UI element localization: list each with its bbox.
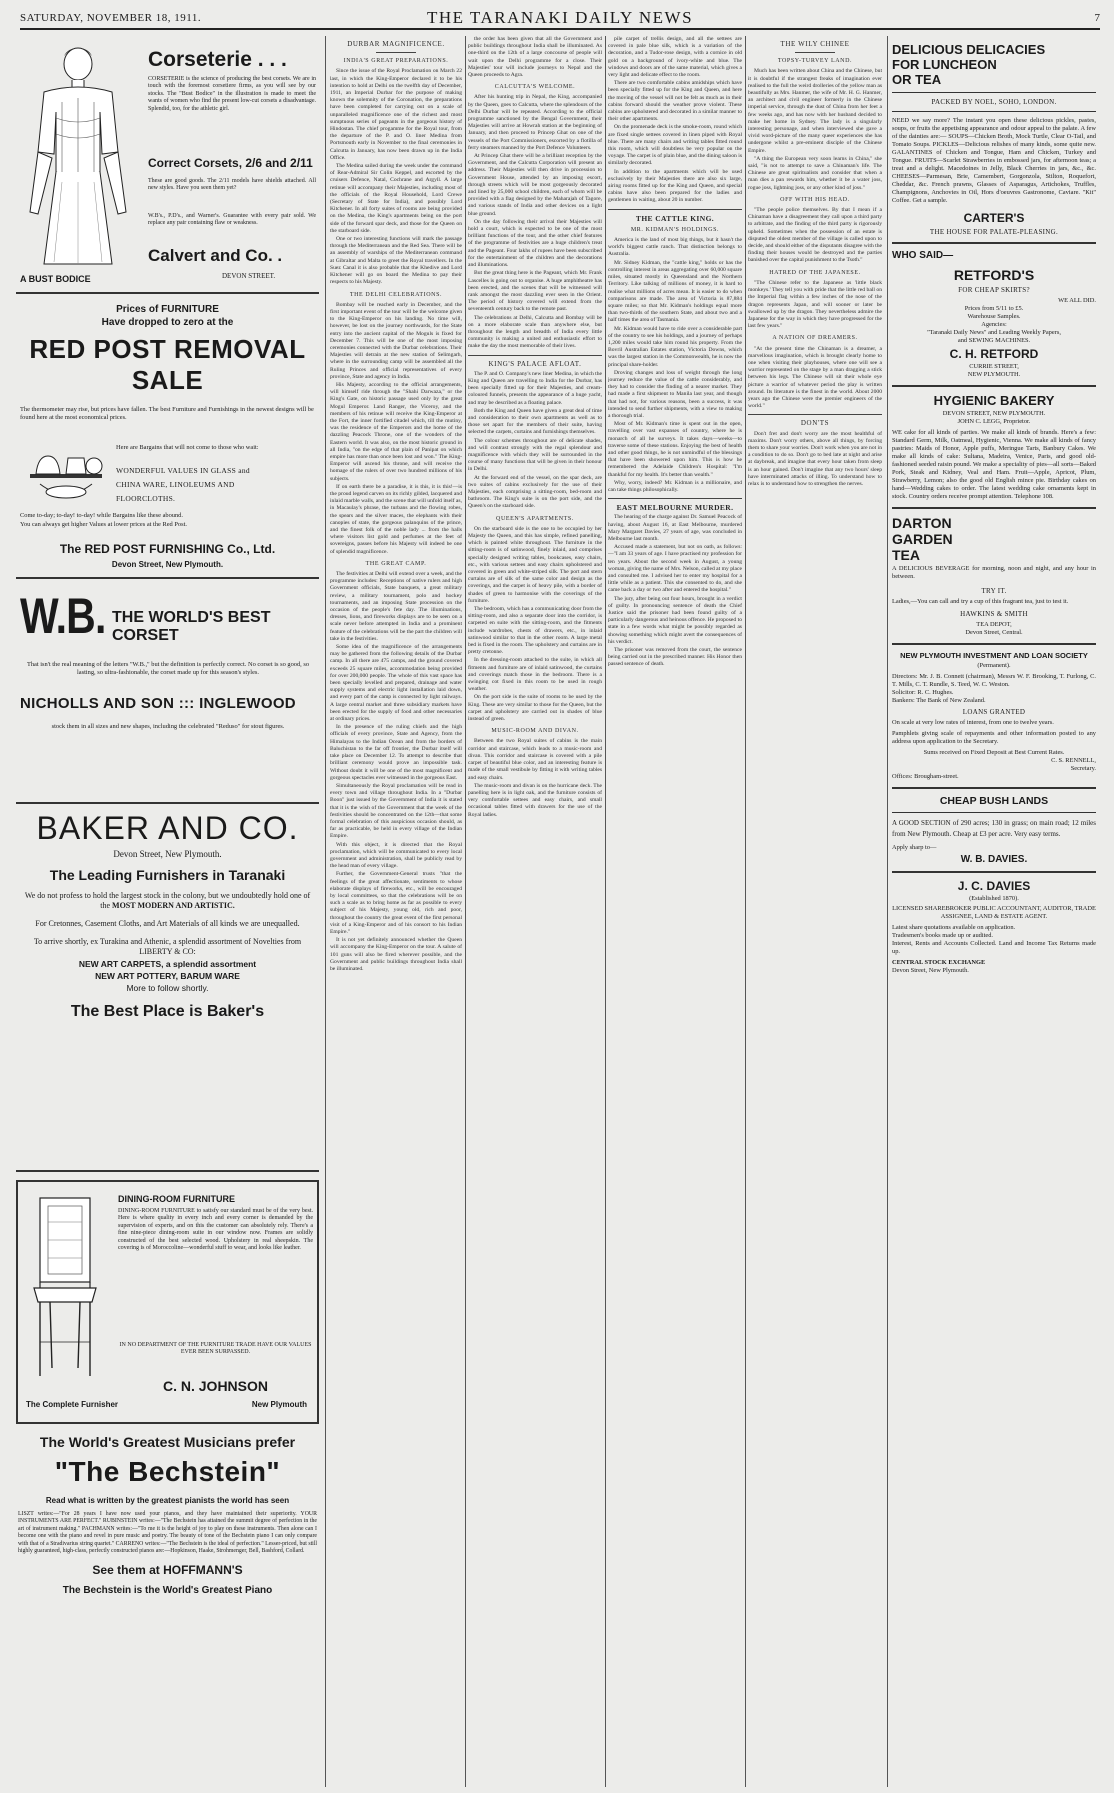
china-para: "The people police themselves. By that I mean if a Chinaman have a disagreement they call upon a third party to arbitrate, and the finding of the third party is rigorously upheld. Sometimes when the possession of an estate is disputed the oldest member of the village is called upon to decide, and should either of the disputants disagree with the finding their houses would be destroyed and the parties banished over the capital punishment to the Tsoth." xyxy=(748,207,882,264)
divider xyxy=(892,507,1096,509)
hygienic-address: DEVON STREET, NEW PLYMOUTH. xyxy=(942,410,1046,417)
dining-room-text: DINING-ROOM FURNITURE to satisfy our standard must be of the very best. Here is where quality in every inch and every corner is demanded by the supervision of experts, and on this the customer can absolutely rely. There's a fine nine-piece dining-room suite in our window now. Frames are solidly constructed of the best selected wood. Upholstery in real sheepskin. The covering is of Moroccoline—wonderful stuff to wear, and looks like leather. xyxy=(118,1208,313,1252)
baker-list-2: NEW ART POTTERY, BARUM WARE xyxy=(95,971,240,981)
delicacies-text: NEED we say more? The instant you open these delicious pickles, pastes, soups, or fruits the appetising appearance and odour appeal to the palate. A few of the dainties are:— SOUPS—Chicken Broth, Mock Turtle, Clear O-Tail, and Tomato Soups. PICKLES—Delicious relishes of many kinds, some quite new. GALANTINES of Chicken and Tongue, Ham and Chicken, Turkey and Tongue. FRUITS—Scarlet Strawberries in embossed jars, for afternoon teas; a treat and a delight. Macedoines in Jelly, Black Cherries in jars, &c., &c. CHEESES—Parmesan, Brie, Camembert, Gorgonzola, Stilton, Roquefort, Cheddar, &c. French prawns, Glasses of Asparagus, Artichokes, Truffles, Champignons, Anchovies in Oil, Hors d'oeuvres Gastronome, Caviare. "Kit" Coffee. Get a sample. xyxy=(892,117,1096,204)
calvert-address: DEVON STREET. xyxy=(222,272,276,280)
murder-para: The jury, after being out four hours, brought in a verdict of guilty. In pronouncing sentence of death the Chief Justice said the prisoner had been found guilty of a particularly dangerous and heinous offence. He proposed to state in a few words what might be possibly regarded as showing something which might avert the consequences of his verdict. xyxy=(608,595,742,645)
china-para: "At the present time the Chinaman is a dreamer, a marvellous imagination, which is brought clearly home to one when visiting their playhouses, where one will see a warrior represented on the stage by a man dragging a stick between his legs. The Chinese will sit their whole eye picture a warrior of whatever period the play is written around. Its literature is the finest in the world. About 2000 years ago the Chinese were the premier engineers of the world." xyxy=(748,345,882,410)
divider xyxy=(795,52,835,53)
loans-text: On scale at very low rates of interest, from one to twelve years. xyxy=(892,719,1054,726)
investment-solicitor: Solicitor: R. C. Hughes. xyxy=(892,689,954,696)
advert-column xyxy=(16,36,319,1787)
baker-text-1b: MOST MODERN AND ARTISTIC. xyxy=(112,901,235,910)
bechstein-line1: The World's Greatest Musicians prefer xyxy=(39,1434,296,1450)
cattle-para: Droving changes and loss of weight through the long journey reduce the value of the cattle considerably, and they had to consider the finding of a nearer market. They had made a first shipment to Manila last year, and though that had not, for various reasons, been a success, it was intended to send further shipments, with a view to making a thorough trial. xyxy=(608,369,742,419)
values-line-3: FLOORCLOTHS. xyxy=(116,494,176,503)
central-exchange-address: Devon Street, New Plymouth. xyxy=(892,967,969,974)
palace-para: The P. and O. Company's new liner Medina, in which the King and Queen are travelling to India for the Durbar, has been specially fitted up for their Majesties, and cream-coloured funnels, presents the appearance of a huge yacht, and may be described as a floating palace. xyxy=(468,370,602,406)
palace-para: In the dressing-room attached to the suite, in which all fitments and furniture are of inlaid satinwood, the curtains and coverings match those in the bedroom. There is a swinging cot fixed in this room to be used in rough weather. xyxy=(468,657,602,693)
red-post-come-today xyxy=(20,511,187,529)
retfords-name: RETFORD'S xyxy=(953,267,1035,283)
column-rule xyxy=(605,36,606,1787)
calcutta-subhead: CALCUTTA'S WELCOME. xyxy=(494,84,576,91)
music-room-subhead: MUSIC-ROOM AND DIVAN. xyxy=(491,728,579,735)
divider xyxy=(892,111,1096,112)
retford-proprietor: C. H. RETFORD xyxy=(949,347,1039,361)
durbar-para: At Princep Ghat there will be a brilliant reception by the Government, and the Calcutta Corporation will present an address. Their Majesties will then drive in procession to Government House, attended by an imposing escort, through streets which will be most gorgeously decorated and lined by 25,000 school children, each of whom will be provided with a flag designed by the Maharajah of Tagore, and various stands of India and other devices on a light blue ground. xyxy=(468,153,602,217)
hygienic-text: WE cake for all kinds of parties. We make all kinds of brands. Here's a few: Standard Germ, Milk, Oatmeal, Hygienic, Vienna. We make all kinds of fancy pastries: Maids of Honor, Apple puffs, Meringue Tarts, Banbury Cakes. We make all kinds of cake: Sultana, Madeira, Venice, Paris, and good old-fashioned seeded raisin pound. We make a speciality of pies—all sorts—Baked Pork, Steak and Kidney, Veal and Ham. Fruit—Apple, Apricot, Plum, Strawberry, Lemon; also the good old English mince pie. Birthday cakes on hand—Wedding cakes to order. The latest wedding cake ornaments kept in stock. Country orders receive prompt attention. Telephone 108. xyxy=(892,429,1096,500)
cattle-king-headline: THE CATTLE KING. xyxy=(635,213,715,223)
murder-headline: EAST MELBOURNE MURDER. xyxy=(616,503,734,513)
palace-para: In addition to the apartments which will be used exclusively by their Majesties there are also six large, airing rooms fitted up for the King and Queen, and special cabins have also been prepared for the ladies and gentlemen in waiting, about 20 in number. xyxy=(608,168,742,204)
skirt-prices: Prices from 5/11 to £5. xyxy=(964,305,1024,312)
article-column-3 xyxy=(468,36,602,1787)
come-line-2: You can always get higher Values at lower prices at the Red Post. xyxy=(20,521,187,528)
wb-logo: W.B. xyxy=(20,588,106,644)
red-post-advert xyxy=(16,294,319,579)
tea-text: A DELICIOUS BEVERAGE for morning, noon and night, and any hour in between. xyxy=(892,565,1096,580)
murder-para: The prisoner was removed from the court, the sentence being carried out in the prescribed manner. His Honor then passed sentence of death. xyxy=(608,647,742,668)
bechstein-see-them: See them at HOFFMANN'S xyxy=(92,1563,243,1578)
tea-line: TEA xyxy=(892,547,920,563)
baker-tagline: The Leading Furnishers in Taranaki xyxy=(49,867,286,883)
cattle-para: America is the land of most big things, but it hasn't the world's biggest cattle ranch. That distinction belongs to Australia. xyxy=(608,237,742,258)
palace-para: There are two comfortable cabins amidships which have been specially fitted up for the King and Queen, and here the moving of the vessel will not be felt as much as in their cabins forward should the weather prove violent. These cabins are upholstered and decorated in a similar manner to their other apartments. xyxy=(608,80,742,123)
donts-headline: DON'TS xyxy=(800,419,830,428)
red-post-firm: The RED POST FURNISHING Co., Ltd. xyxy=(59,542,276,556)
durbar-para: With this object, it is directed that the Royal proclamation, which will be communicated to every local government and administration, shall be publicly read by the head man of every village. xyxy=(330,841,462,870)
durbar-para: the order has been given that all the Government and public buildings throughout India shall be illuminated. As one-third on the 12th of a large concourse of people will wait upon the Delhi programme for a close. Their Majesties' tour will include journeys to Nepal and the Queen proceeds to Agra. xyxy=(468,36,602,79)
investment-bankers: Bankers: The Bank of New Zealand. xyxy=(892,697,986,704)
red-post-line1: Prices of FURNITURE xyxy=(116,304,219,315)
bush-lands-text: A GOOD SECTION of 290 acres; 130 in grass; on main road; 12 miles from New Plymouth. Cheap at £3 per acre. Very easy terms. xyxy=(892,819,1096,838)
bechstein-name: "The Bechstein" xyxy=(54,1456,281,1487)
divider xyxy=(892,92,1096,93)
values-line-2: CHINA WARE, LINOLEUMS AND xyxy=(116,480,235,489)
china-para: "A thing the European very soon learns in China," she said, "is not to attempt to save a Chinaman's life. The Chinese are great spiritualists and consider that when a man dies a pan rewards him, whether it be a water joss, rogue joss, lightning joss, or any other kind of joss." xyxy=(748,155,882,191)
bechstein-advert xyxy=(16,1424,319,1724)
ladies-text: Ladies,—You can call and try a cup of this fragrant tea, just to test it. xyxy=(892,598,1069,605)
durbar-para: His Majesty, according to the official arrangements, will himself ride through the "Shahi Darwaza," or the King's Gate, on historic passage used only by the great Mogul Emperor. Land Ranger, the Viceroy, and the members of his retinue will receive the King-Emperor at the Fort, the inner fortified citadel which, till the mutiny, was the residence of the Emperors and the home of the dazzling Peacock Throne, one of the wonders of the Eastern world. It was also, on the most historic ground in all India, "on the edge of that plain of Panipat on which empire has more than once been lost and won." The King-Emperor will ascend his throne, and will receive the homage of the rulers of over two hundred millions of his subjects. xyxy=(330,381,462,482)
baker-text-3: To arrive shortly, ex Turakina and Athenic, a splendid assortment of Novelties from LIBERTY & CO: xyxy=(33,937,302,956)
tea-depot: TEA DEPOT, xyxy=(976,621,1012,628)
page-number: 7 xyxy=(1094,12,1100,24)
durbar-para: If on earth there be a paradise, it is this, it is this!—is the proud legend carven on its richly gilded, lacquered and inlaid marble walls, and the scene that will unfold itself as, in Macaulay's phrase, the turbans and the flowing robes, the spears and the silver maces, the elephants with their canopies of state, the gorgeous palanquins of the prince, and the finest folk of the noble lady ... from the halls where visitors list gold and perfumes at the feet of sovereigns, passes before his Majesty will indeed be one of splendid magnificence. xyxy=(330,483,462,555)
issue-date: SATURDAY, NOVEMBER 18, 1911. xyxy=(20,12,202,24)
nicholls-firm: NICHOLLS AND SON ::: INGLEWOOD xyxy=(20,695,296,712)
article-column-5 xyxy=(748,36,882,1787)
article-column-2 xyxy=(330,36,462,1787)
durbar-para: The festivities at Delhi will extend over a week, and the programme includes: Receptions of native rulers and high Government officials, State banquets, a great military review, a military tournament, polo and hockey tournaments, and an imposing State procession on the occasion of the people's fete day. The illuminations, dresses, lions, and fireworks displays are to be seen on a scale never before attempted in India and a prominent feature of the celebrations will be the part the children will take in the festivities. xyxy=(330,571,462,642)
crockery-illustration xyxy=(26,444,106,506)
johnson-advert xyxy=(16,1180,319,1424)
murder-para: The hearing of the charge against Dr. Samuel Peacock of having, about August 16, at East Melbourne, murdered Mary Margaret Davies, 27 years of age, was concluded in Melbourne last month. xyxy=(608,514,742,542)
corseterie-advert xyxy=(16,36,319,294)
jc-licensed: LICENSED SHAREBROKER PUBLIC ACCOUNTANT, AUDITOR, TRADE ASSIGNEE, LAND & ESTATE AGENT. xyxy=(892,905,1096,920)
apply-sharp: Apply sharp to— xyxy=(892,844,937,851)
who-said: WHO SAID— xyxy=(892,250,954,261)
durbar-para: One or two interesting functions will mark the passage through the Mediterranean and the Red Sea. There will be an assembly of warships of the Mediterranean command at Gibraltar and Malta to greet the Royal travellers. In the Suez Canal it is also probable that the Khedive and Lord Kitchener will go on board the Medina to pay their respects to his Majesty. xyxy=(330,236,462,286)
durbar-para: On the day following their arrival their Majesties will hold a court, which is expected to be one of the most brilliant functions of the tour, and the other chief features of the programme of festivities are a huge children's treat and the Pageant. Four lakhs of rupees have been subscribed for the entertainment of the children and the decorations and illuminations. xyxy=(468,218,602,269)
warehouse-samples: Warehouse Samples. xyxy=(967,313,1021,320)
divider xyxy=(748,414,882,415)
palace-para: At the forward end of the vessel, on the spar deck, are two suites of cabins exclusively for the use of their Majesties, each comprising a sitting-room, bed-room and bathroom. The King's suite is on the port side, and the Queen's on the starboard side. xyxy=(468,474,602,510)
retford-town: NEW PLYMOUTH. xyxy=(967,371,1021,378)
delicacies-line-1: DELICIOUS DELICACIES xyxy=(892,42,1046,57)
pamphlets-text: Pamphlets giving scale of repayments and other information posted to any address upon application to the Secretary. xyxy=(892,730,1096,745)
secretary-name: C. S. RENNELL, xyxy=(1051,757,1096,764)
durbar-para: Bombay will be reached early in December, and the first important event of the tour will be the welcome given to the King-Emperor on his landing. No time will, however, be lost on the journey northwards, for the State entry into the ancient capital of the Moguls is fixed for December 7. This will be one of the most imposing ceremonies connected with the Durbar celebrations. Their Majesties will detrain at the new station of Selimgarh, where in the surrounding camp will be assembled all the Ruling Princes and official representatives of every province, State and agency in India. xyxy=(330,301,462,380)
small-ads-column xyxy=(892,36,1096,1787)
column-rule xyxy=(745,36,746,1787)
corset-prices: Correct Corsets, 2/6 and 2/11 xyxy=(148,156,313,170)
palace-para: On the port side is the suite of rooms to be used by the King. These are very similar to those for the Queen, but the carpet and upholstery are carried out in shades of blue instead of green. xyxy=(468,694,602,723)
divider xyxy=(892,643,1096,645)
baker-text-1 xyxy=(20,891,315,911)
investment-society-name: NEW PLYMOUTH INVESTMENT AND LOAN SOCIETY xyxy=(900,651,1088,660)
baker-advert xyxy=(16,804,319,1172)
fixed-deposit: Sums received on Fixed Deposit at Best Current Rates. xyxy=(923,749,1065,756)
column-rule xyxy=(325,36,326,1787)
jc-books: Tradesmen's books made up or audited. xyxy=(892,932,994,939)
palace-para: The bedroom, which has a communicating door from the sitting-room, and also a separate door into the corridor, is carpeted en suite with the sitting-room, and the fitments include wardrobes, chests of drawers, etc., in inlaid satinwood similar to that in the other room. A large metal bed is fixed in the room. The upholstery and curtains are in pretty cretonne. xyxy=(468,606,602,656)
palace-para: On the promenade deck is the smoke-room, round which are fixed single settees covered in linen piped with Royal blue. There are many chairs and writing tables fitted round this room, which will doubtless be very popular on the voyage. The carpet is of plain blue, and the dining saloon is similarly decorated. xyxy=(608,124,742,167)
bechstein-greatest: The Bechstein is the World's Greatest Piano xyxy=(62,1585,273,1597)
palace-para: pile carpet of trellis design, and all the settees are covered in pale blue silk, which is a variation of the decoration, and a Tudor-rose design, with a cornice in old gold on a background of ivory-white and blue. The windows and doors are of the same material, which gives a very light and delicate effect to the room. xyxy=(608,36,742,79)
dining-room-department: IN NO DEPARTMENT OF THE FURNITURE TRADE HAVE OUR VALUES EVER BEEN SURPASSED. xyxy=(119,1342,312,1356)
johnson-town: New Plymouth xyxy=(251,1400,307,1409)
tea-depot-address: Devon Street, Central. xyxy=(965,629,1023,636)
murder-para: Accused made a statement, but not on oath, as follows:—"I am 33 years of age. I have practised my profession for ten years. About the second week in August, a young woman, giving the name of Mrs. Nelson, called at my place and consulted me. I advised her to enter my hospital for a little while as a patient. This she consented to do, and she came back a day or two after and entered the hospital." xyxy=(608,544,742,594)
newspaper-title: THE TARANAKI DAILY NEWS xyxy=(426,8,694,27)
loans-granted: LOANS GRANTED xyxy=(962,708,1026,716)
calvert-name: Calvert and Co. . xyxy=(148,246,283,265)
wb-corset-advert xyxy=(16,579,319,804)
palace-headline: KING'S PALACE AFLOAT. xyxy=(488,359,582,368)
nicholls-stock: stock them in all sizes and new shapes, including the celebrated "Reduso" for stout figures. xyxy=(51,723,285,730)
carters-tagline: THE HOUSE FOR PALATE-PLEASING. xyxy=(929,228,1059,236)
agencies-label: Agencies: xyxy=(981,321,1007,328)
packed-by: PACKED BY NOEL, SOHO, LONDON. xyxy=(931,98,1057,106)
baker-text-2: For Cretonnes, Casement Cloths, and Art Materials of all kinds we are unequalled. xyxy=(35,919,300,928)
values-line-1: WONDERFUL VALUES IN GLASS and xyxy=(116,466,250,475)
jc-davies: J. C. DAVIES xyxy=(957,879,1031,893)
society-offices: Offices: Brougham-street. xyxy=(892,773,959,780)
johnson-name: C. N. JOHNSON xyxy=(162,1378,268,1394)
divider xyxy=(892,242,1096,244)
cheap-skirts: FOR CHEAP SKIRTS? xyxy=(958,286,1030,294)
we-all-did: WE ALL DID. xyxy=(1058,297,1096,304)
divider xyxy=(376,52,416,53)
retford-street: CURRIE STREET, xyxy=(969,363,1019,370)
baker-address: Devon Street, New Plymouth. xyxy=(113,849,222,859)
article-column-4 xyxy=(608,36,742,1787)
johnson-tagline: The Complete Furnisher xyxy=(26,1400,119,1409)
baker-list-3: More to follow shortly. xyxy=(126,983,209,993)
bechstein-testimonials: LISZT writes:—"For 28 years I have now used your pianos, and they have maintained their superiority. YOUR INSTRUMENTS ARE PERFECT." RUBINSTEIN writes:—"The Bechstein has attained the summit degree of perfection in the art of instrument making." PACHMANN writes:—"To me it is the height of joy to play on these instruments. Then alone can I become one with the piano and revel in pure music and poetry. The beauty of tone of the Bechstein piano I can only compare with that of a Stradivarius string quartet." CARRENO writes:—"The Bechstein is the ideal of perfection." Lesser-priced, but still highly guaranteed, high-class, perfectly constructed pianos are:—Hopkinson, Haake, Strohmenger, Bell, Bashford, Collard. xyxy=(18,1511,318,1555)
durbar-para: Some idea of the magnificence of the arrangements may be gathered from the following details of the Durbar camp. In all there are 475 camps, and the ground covered exceeds 25 square miles, accommodation being provided for over 200,000 people. The whole of this vast space has been specially levelled and prepared, drainage and water supply systems and electric light installation laid down, and every part of the camp is connected by light railways. A large central market and three subsidiary markets have been erected for the supply of food and other necessaries at ordinary prices. xyxy=(330,644,462,723)
dining-room-title: DINING-ROOM FURNITURE xyxy=(118,1194,235,1204)
baker-text-1a: We do not profess to hold the largest stock in the colony, but we undoubtedly hold one of the xyxy=(24,891,311,910)
red-post-bargains: Here are Bargains that will not come to those who wait: xyxy=(116,444,259,451)
dining-chair-illustration xyxy=(26,1192,104,1382)
column-rule xyxy=(887,36,888,1787)
durbar-para: The celebrations at Delhi, Calcutta and Bombay will be on a more elaborate scale than anywhere else, but throughout the length and breadth of India every little community is making a united and enthusiastic effort to make the day the most memorable of their lives. xyxy=(468,314,602,350)
corseterie-title: Corseterie . . . xyxy=(148,48,287,71)
bust-bodice-illustration xyxy=(22,42,134,272)
corset-models-text: These are good goods. The 2/11 models have shields attached. All new styles. Have you seen them yet? xyxy=(148,178,316,192)
japanese-subhead: HATRED OF THE JAPANESE. xyxy=(769,269,861,276)
cattle-para: Mr. Kidman would have to ride over a considerable part of the country to see his holdings, and a journey of perhaps 1,200 miles would take him round his property. From the Bovril Australian Estates station, Victoria Downs, which was the largest station in the Commonwealth, he is now the principal share-holder. xyxy=(608,325,742,368)
china-para: "The Chinese refer to the Japanese as 'little black monkeys.' They tell you with pride that the little red ball on the Imperial flag within a few inches of the nose of the dragon represents Japan, and will sooner or later be swallowed up by the dragon. They nevertheless admire the Japanese for the way in which they have progressed for the last few years." xyxy=(748,279,882,330)
jc-established: (Established 1870). xyxy=(969,895,1019,902)
cattle-para: Most of Mr. Kidman's time is spent out in the open, travelling over vast expanses of country, where he is monarch of all he surveys. It takes days—weeks—to traverse some of these stations. Enjoying the best of health and other good things, he is not unmindful of the blessings that have been showered upon him. This is how he remembered the Adelaide Children's Hospital: "I'm thankful for my health. It's better than wealth." xyxy=(608,421,742,478)
baker-best-place: The Best Place is Baker's xyxy=(70,1003,265,1020)
jc-quotations: Latest share quotations available on application. xyxy=(892,924,1016,931)
bust-bodice-caption: A BUST BODICE xyxy=(20,274,91,284)
baker-list-1: NEW ART CARPETS, a splendid assortment xyxy=(78,959,257,969)
palace-para: Between the two Royal suites of cabins is the main corridor and staircase, which leads to a music-room and divan. This corridor and staircase is covered with a pile carpet of beautiful blue color, and an interesting feature is made of the small vestibule by fitting it with writing tables and easy chairs. xyxy=(468,738,602,781)
palace-para: On the starboard side is the one to be occupied by her Majesty the Queen, and this has simple, refined panelling, which is painted white throughout. The furniture in the sitting-room is of satinwood, finely inlaid, and comprises specially designed writing tables, bookcases, easy chairs, etc., with various settees and easy chairs upholstered and covered in green and white-striped silk. The port and stern curtains are of silk of the same color and design as the coverings, and the carpet is of heavy pile, with a border of shades of green to harmonise with the coverings of the furniture. xyxy=(468,525,602,604)
camp-subhead: THE GREAT CAMP. xyxy=(365,560,427,567)
wb-davies: W. B. DAVIES. xyxy=(960,854,1028,865)
durbar-para: After his hunting trip in Nepal, the King, accompanied by the Queen, goes to Calcutta, where the splendours of the Delhi Durbar will be repeated. According to the official programme sanctioned by the Bengal Government, their Majesties will arrive at Howrah station at the beginning of January, and then proceed to Princep Ghat on one of the vessels of the Port Commissioners, escorted by a flotilla of ferry steamers manned by the Port Defence Volunteers. xyxy=(468,94,602,151)
masthead xyxy=(20,8,1100,30)
red-post-text: The thermometer may rise, but prices have fallen. The best Furniture and Furnishings in the newest designs will be found here at the most economical prices. xyxy=(20,406,314,421)
cattle-para: Why, worry, indeed? Mr. Kidman is a millionaire, and can take things philosophically. xyxy=(608,479,742,493)
wb-tagline: THE WORLD'S BEST CORSET xyxy=(112,609,271,644)
delicacies-line-3: OR TEA xyxy=(892,72,942,87)
divider xyxy=(892,787,1096,789)
durbar-para: It is not yet definitely announced whether the Queen will accompany the King-Emperor on the tour. A salute of 101 guns will also be fired wherever possible, and the Government and public buildings throughout India shall be illuminated. xyxy=(330,937,462,972)
hygienic-bakery-name: HYGIENIC BAKERY xyxy=(933,393,1055,408)
divider xyxy=(892,812,1096,813)
donts-para: Don't fret and don't worry are the most healthful of maxims. Don't worry others, above all things, by forcing them to share your worries. Don't work when you are not in a condition to do so. Don't go to bed late at night and arise at daybreak, and imagine that every hour taken from sleep is an hour gained. Don't imagine that any two hours' sleep have interminated attacks of illing. To understand how to relax is to understand how to strengthen the nerves. xyxy=(748,430,882,487)
agency-1: "Taranaki Daily News" and Leading Weekly Papers, xyxy=(927,329,1061,336)
durbar-para: In the presence of the ruling chiefs and the high officials of every province, State and Agency, from the Himalayas to the Indian Ocean and from the borders of Baluchistan to the far off frontier, the Durbar itself will take place on December 12. To attempt to describe that brilliant ceremony would prove an impossible task. Without doubt it will be one of the most magnificent and gorgeous spectacles ever witnessed in the gorgeous East. xyxy=(330,724,462,781)
divider xyxy=(468,355,602,356)
darton-line: DARTON xyxy=(892,515,952,531)
investment-directors: Directors: Mr. J. B. Connett (chairman), Messrs W. F. Brooking, T. Furlong, C. T. Mills, C. T. Rundle, S. Teed, W. C. Weston. xyxy=(892,673,1096,688)
red-post-headline: RED POST REMOVAL SALE xyxy=(29,334,306,395)
darton-garden-tea xyxy=(892,515,1096,563)
durbar-para: Since the issue of the Royal Proclamation on March 22 last, in which the King-Emperor declared it to be his intention to hold at Delhi on the twelfth day of December, 1911, an Imperial Durbar for the purpose of making known the solemnity of the Coronation, the preparations have been completed for carrying out on a scale of unparalleled magnificence one of the richest and most sumptuous series of pageants in the gorgeous history of Hindostan. The chief progamme for the Royal tour, from the departure of the P. and O. liner Medina from Portsmouth early in November to the final ceremonies in Calcutta in January, has now been drawn up in the India Office. xyxy=(330,68,462,161)
red-post-values xyxy=(116,464,250,506)
palace-para: Both the King and Queen have given a great deal of time and consideration to their own apartments as well as to those set apart for the members of their suite, having selected the carpets, curtains and furnishings themselves. xyxy=(468,407,602,436)
red-post-address: Devon Street, New Plymouth. xyxy=(111,560,224,569)
topsy-subhead: TOPSY-TURVEY LAND. xyxy=(777,58,853,65)
kidman-subhead: MR. KIDMAN'S HOLDINGS. xyxy=(630,226,720,233)
divider xyxy=(608,498,742,499)
china-para: Much has been written about China and the Chinese, but it is doubtful if the strangest freaks of imagination ever realised to the full the weird drolleries of the yellow man as beautifully as Mrs. Hanmer, the wife of Mr. H. G. Hanmer, an architect and civil engineer formerly in the Chinese imperial service, through the dust of China from her feet a few weeks ago, and has now with her husband decided to make her home in Sydney. The lady is a singularly interesting personage, and when interviewed she gave a vivid word-picture of the many queer experiences she has undergone whilst a pre-eminent disciple of the Chinese Empire. xyxy=(748,68,882,154)
palace-para: The music-room and divan is on the hurricane deck. The panelling here is in light oak, and the furniture consists of very comfortable settees and easy chairs, and small occasional tables fitted with drawers for the use of the Royal ladies. xyxy=(468,782,602,818)
dreamers-subhead: A NATION OF DREAMERS. xyxy=(772,335,858,342)
baker-name: BAKER AND CO. xyxy=(36,810,299,846)
central-exchange: CENTRAL STOCK EXCHANGE xyxy=(892,959,986,966)
delicacies-title xyxy=(892,42,1096,87)
durbar-headline: DURBAR MAGNIFICENCE. xyxy=(347,40,445,48)
divider xyxy=(892,871,1096,873)
jc-interest: Interest, Rents and Accounts Collected. Land and Income Tax Returns made up. xyxy=(892,940,1096,955)
hygienic-proprietor: JOHN C. LEGG, Proprietor. xyxy=(957,418,1031,425)
bechstein-line3: Read what is written by the greatest pianists the world has seen xyxy=(45,1496,290,1505)
secretary-title: Secretary. xyxy=(1070,765,1096,772)
garden-line: GARDEN xyxy=(892,531,953,547)
india-subhead: INDIA'S GREAT PREPARATIONS. xyxy=(343,58,449,65)
durbar-para: Further, the Government-General trusts "that the feelings of the great affectionate, sentiments to whose elaborate displays of fireworks, etc., will be encouraged by local committees, so that the celebrations will be on such a scale as to bring home as far as possible to every subject of his Majesty, young old, rich and poor, throughout the country the great event of the first personal visit of a King-Emperor and of his consort to his Indian Empire." xyxy=(330,871,462,935)
delicacies-line-2: FOR LUNCHEON xyxy=(892,57,997,72)
carters-name: CARTER'S xyxy=(963,211,1025,225)
come-line-1: Come to-day; to-day! to-day! while Bargains like these abound. xyxy=(20,512,183,519)
corseterie-text: CORSETERIE is the science of producing the best corsets. We are in touch with the foremost corsetiere firms, as you will see by our stocks. The "Bust Bodice" in the illustration is made to meet the wants of women who find the present low-cut corsets a disadvantage. Splendid, too, for the athletic girl. xyxy=(148,76,316,112)
durbar-para: Simultaneously the Royal proclamation will be read in every town and village throughout India. In a "Durbar Boon" just issued by the Government of India it is stated that it is the wish of the Government that the week of the festivities should be concentrated on the 12th—that some formal celebration of this auspicious occasion should, as far as practicable, be held in every village of the Indian Empire. xyxy=(330,782,462,840)
durbar-para: The Medina sailed during the week under the command of Rear-Admiral Sir Colin Keppel, and escorted by the cruisers Defence, Natal, Cochrane and Argyll. A large retinue will accompany their Majesties, including most of the officials of the Royal Household, Lord Crewe (Secretary of State for India), and possibly Lord Kitchener. In all forty suites of rooms are being provided on the Medina, the King's apartments being on the port side of the forward spar deck, and those for the Queen on the starboard side. xyxy=(330,163,462,234)
divider xyxy=(892,385,1096,387)
cheap-bush-lands: CHEAP BUSH LANDS xyxy=(939,795,1049,807)
palace-para: The colour schemes throughout are of delicate shades, and will contrast strongly with the regal splendour and magnificence with which they will be surrounded in the course of many functions that will be given in their honour in Delhi. xyxy=(468,437,602,473)
wb-text: That isn't the real meaning of the letters "W.B.," but the definition is perfectly correct. No corset is so good, so lasting, so ultra-fashionable, the corset made up for this season's styles. xyxy=(26,661,310,676)
wily-chinee-headline: THE WILY CHINEE xyxy=(780,40,850,48)
divider xyxy=(608,209,742,210)
agency-2: and SEWING MACHINES. xyxy=(957,337,1031,344)
delhi-subhead: THE DELHI CELEBRATIONS. xyxy=(349,291,443,298)
red-post-line2: Have dropped to zero at the xyxy=(101,317,234,328)
hawkins-smith: HAWKINS & SMITH xyxy=(960,610,1028,618)
off-with-head-subhead: OFF WITH HIS HEAD. xyxy=(780,196,850,203)
try-it: TRY IT. xyxy=(981,587,1007,595)
column-rule xyxy=(465,36,466,1787)
queens-subhead: QUEEN'S APARTMENTS. xyxy=(496,515,574,522)
investment-permanent: (Permanent). xyxy=(977,662,1011,669)
corset-guarantee-text: W.B's., P.D's., and Warner's. Guarantee with every pair sold. We replace any pair containing flaw or weakness. xyxy=(148,213,316,227)
durbar-para: But the great thing here is the Pageant, which Mr. Frank Lascelles is going out to organise. A huge amphitheatre has been erected, and the scenes that will be witnessed will rank amongst the most dazzling ever seen in the Orient. The period of history covered will extend from the seventeenth century back to the remote past. xyxy=(468,270,602,313)
cattle-para: Mr. Sidney Kidman, the "cattle king," holds or has the controlling interest in areas aggregating over 60,000 square miles, situated mostly in Queensland and the Northern Territory. Like talking of millions of money, it is hard to realise what millions of acres mean. It is easier to do when comparisons are made. The area of Victoria is 87,884 square miles; so that Mr. Kidman's holdings equal more than two-thirds of the southern State, and about two and a half times the area of Tasmania. xyxy=(608,259,742,324)
